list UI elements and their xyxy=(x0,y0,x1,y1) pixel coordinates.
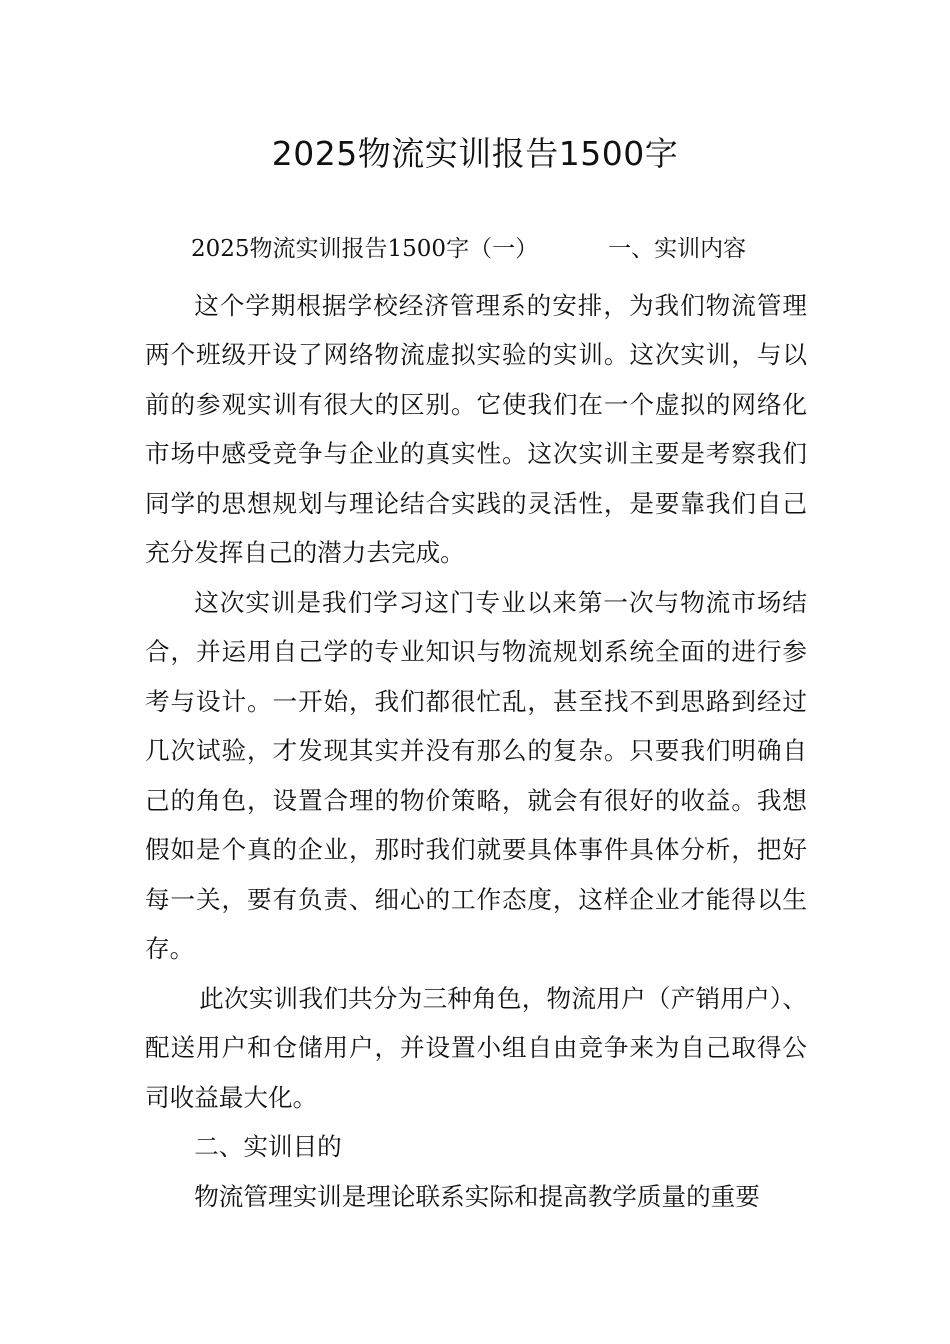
document-subtitle: 2025物流实训报告1500字（一） xyxy=(191,236,539,262)
subtitle-line xyxy=(145,225,807,275)
section-heading-purpose: 二、实训目的 xyxy=(194,1132,342,1161)
paragraph-purpose: 物流管理实训是理论联系实际和提高教学质量的重要 xyxy=(194,1181,760,1211)
section-heading-content: 一、实训内容 xyxy=(608,236,747,262)
paragraph-roles: 此次实训我们共分为三种角色，物流用户（产销用户）、配送用户和仓储用户，并设置小组自由竞争来为自己取得公司收益最大化。 xyxy=(145,983,807,1112)
paragraph-intro: 这个学期根据学校经济管理系的安排，为我们物流管理两个班级开设了网络物流虚拟实验的实训。这次实训，与以前的参观实训有很大的区别。它使我们在一个虚拟的网络化市场中感受竞争与企业的真实性。这次实训主要是考察我们同学的思想规划与理论结合实践的灵活性，是要靠我们自己充分发挥自己的潜力去完成。 xyxy=(145,290,807,567)
document-title: 2025物流实训报告1500字 xyxy=(271,134,679,173)
paragraph-experience: 这次实训是我们学习这门专业以来第一次与物流市场结合，并运用自己学的专业知识与物流规划系统全面的进行参考与设计。一开始，我们都很忙乱，甚至找不到思路到经过几次试验，才发现其实并没有那么的复杂。只要我们明确自己的角色，设置合理的物价策略，就会有很好的收益。我想假如是个真的企业，那时我们就要具体事件具体分析，把好每一关，要有负责、细心的工作态度，这样企业才能得以生存。 xyxy=(145,587,807,963)
document-body xyxy=(145,225,807,1221)
